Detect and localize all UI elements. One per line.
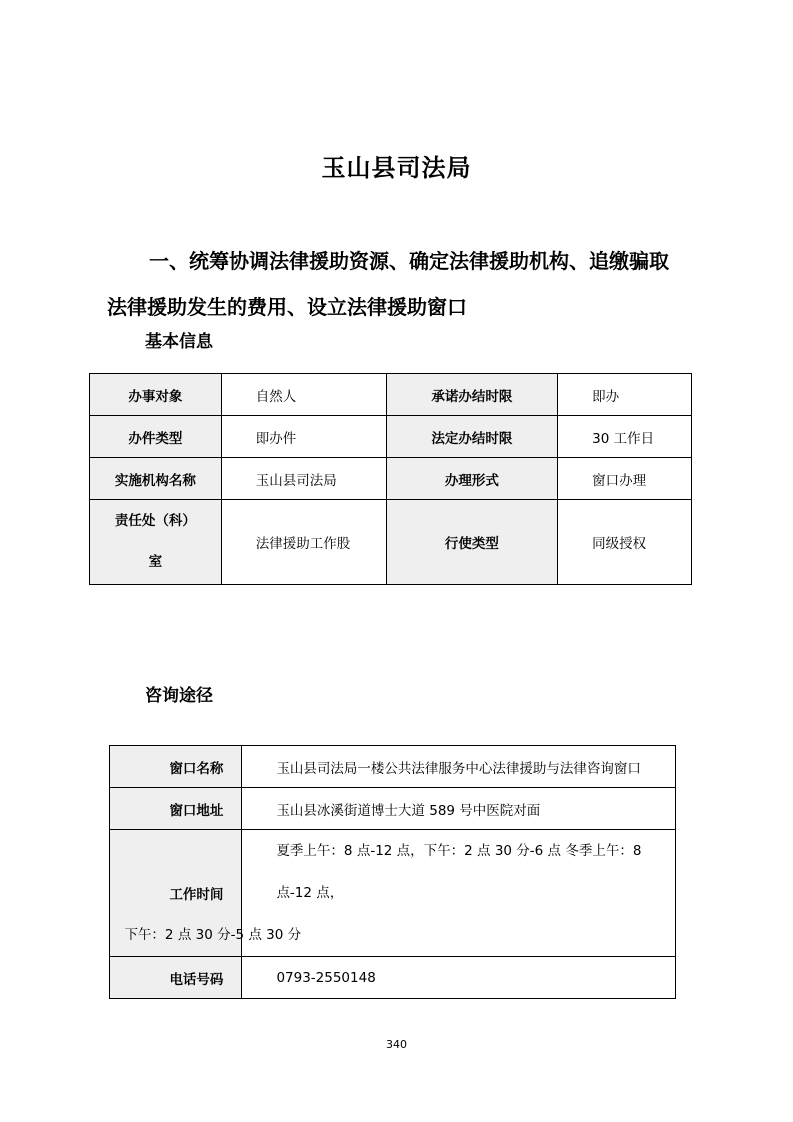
hours-line1: 夏季上午：8 点-12 点，下午：2 点 30 分-6 点 冬季上午：8 点-12 点， <box>276 843 642 901</box>
cell-label: 办理形式 <box>386 458 558 500</box>
table-row <box>90 500 692 585</box>
table-row <box>90 374 692 416</box>
cell-label: 实施机构名称 <box>90 458 222 500</box>
page-number: 340 <box>386 1038 407 1051</box>
cell-value: 自然人 <box>221 374 386 416</box>
cell-label: 办事对象 <box>90 374 222 416</box>
cell-label: 法定办结时限 <box>386 416 558 458</box>
cell-value: 窗口办理 <box>558 458 692 500</box>
cell-label: 电话号码 <box>110 957 242 999</box>
address-value: 玉山县冰溪街道博士大道 589 号中医院对面 <box>242 788 676 830</box>
consult-heading: 咨询途径 <box>145 686 213 706</box>
table-row <box>110 830 676 957</box>
cell-label: 窗口地址 <box>110 788 242 830</box>
cell-label: 办件类型 <box>90 416 222 458</box>
cell-value: 法律援助工作股 <box>221 500 386 585</box>
cell-label <box>90 500 222 585</box>
section-heading <box>107 238 707 330</box>
cell-value: 即办 <box>558 374 692 416</box>
cell-value: 同级授权 <box>558 500 692 585</box>
section-heading-line2: 法律援助发生的费用、设立法律援助窗口 <box>107 295 467 319</box>
phone-value: 0793-2550148 <box>242 957 676 999</box>
window-name-value: 玉山县司法局一楼公共法律服务中心法律援助与法律咨询窗口 <box>242 746 676 788</box>
cell-label: 行使类型 <box>386 500 558 585</box>
table-row <box>110 957 676 999</box>
cell-label: 窗口名称 <box>110 746 242 788</box>
basic-info-heading: 基本信息 <box>145 332 213 352</box>
document-title: 玉山县司法局 <box>321 153 472 182</box>
consult-table <box>109 745 676 999</box>
cell-value: 即办件 <box>221 416 386 458</box>
cell-value: 30 工作日 <box>558 416 692 458</box>
section-heading-line1: 一、统筹协调法律援助资源、确定法律援助机构、追缴骗取 <box>149 249 669 273</box>
table-row <box>110 746 676 788</box>
cell-label-line2: 室 <box>148 554 163 570</box>
table-row <box>90 416 692 458</box>
table-row <box>90 458 692 500</box>
cell-label-line1: 责任处（科） <box>114 513 196 529</box>
table-row <box>110 788 676 830</box>
cell-label: 工作时间 <box>110 830 242 957</box>
cell-value: 玉山县司法局 <box>221 458 386 500</box>
basic-info-table <box>89 373 692 585</box>
cell-label: 承诺办结时限 <box>386 374 558 416</box>
hours-line2: 下午：2 点 30 分-5 点 30 分 <box>124 927 302 943</box>
